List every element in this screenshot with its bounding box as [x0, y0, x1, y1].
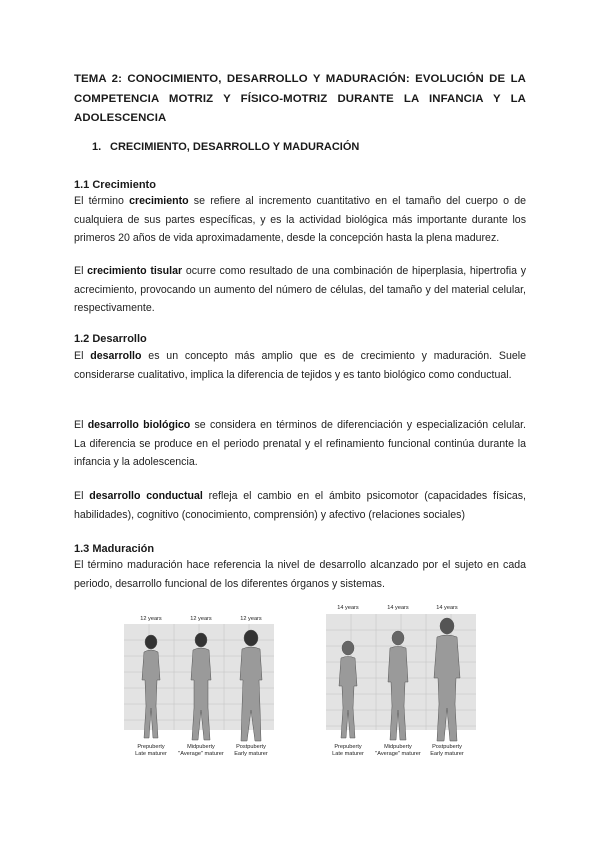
- girls-maturation-figure: [120, 610, 280, 758]
- girl-2-type: "Average" maturer: [178, 751, 224, 757]
- girl-3-stage: Postpuberty: [236, 744, 266, 750]
- paragraph-desarrollo-2: El desarrollo biológico se considera en términos de diferenciación y especialización celular. La diferencia se produce en el periodo prenatal y el refinamiento funcional continúa durante la infancia y la adolescencia.: [74, 419, 526, 468]
- term-desarrollo-biologico: desarrollo biológico: [87, 419, 191, 431]
- term-desarrollo: desarrollo: [90, 350, 142, 362]
- boy-1-age: 14 years: [337, 605, 359, 611]
- girl-1-stage: Prepuberty: [137, 744, 165, 750]
- boy-1-stage: Prepuberty: [334, 744, 362, 750]
- girl-1-type: Late maturer: [135, 751, 167, 757]
- section-heading-1: [92, 141, 359, 153]
- boy-2-stage: Midpuberty: [384, 744, 412, 750]
- subheading-desarrollo: 1.2 Desarrollo: [74, 333, 147, 345]
- section-title: CRECIMIENTO, DESARROLLO Y MADURACIÓN: [110, 141, 360, 153]
- subheading-crecimiento: 1.1 Crecimiento: [74, 179, 156, 191]
- girl-1-age: 12 years: [140, 616, 162, 622]
- boys-maturation-figure: [322, 600, 482, 758]
- girl-2-stage: Midpuberty: [187, 744, 215, 750]
- boy-3-age: 14 years: [436, 605, 458, 611]
- section-number: 1.: [92, 141, 102, 153]
- term-desarrollo-conductual: desarrollo conductual: [89, 490, 203, 502]
- term-crecimiento-tisular: crecimiento tisular: [87, 265, 183, 277]
- paragraph-desarrollo-3: El desarrollo conductual refleja el cambio en el ámbito psicomotor (capacidades físicas, habilidades), cognitivo (conocimiento, comprensión) y afectivo (relaciones sociales): [74, 490, 527, 521]
- boy-2-age: 14 years: [387, 605, 409, 611]
- boy-2-type: "Average" maturer: [375, 751, 421, 757]
- boy-1-type: Late maturer: [332, 751, 364, 757]
- paragraph-crecimiento-2: El crecimiento tisular ocurre como resultado de una combinación de hiperplasia, hipertrofia y acrecimiento, provocando un aumento del número de células, del tamaño y del material celular, respectivamente.: [74, 265, 527, 314]
- boy-3-stage: Postpuberty: [432, 744, 462, 750]
- term-crecimiento: crecimiento: [129, 195, 189, 207]
- page-title: TEMA 2: CONOCIMIENTO, DESARROLLO Y MADURACIÓN: EVOLUCIÓN DE LA COMPETENCIA MOTRIZ Y FÍSICO-MOTRIZ DURANTE LA INFANCIA Y LA ADOLESCENCIA: [74, 73, 526, 124]
- girl-3-type: Early maturer: [234, 751, 268, 757]
- paragraph-desarrollo-1: El desarrollo es un concepto más amplio que es de crecimiento y maduración. Suele considerarse cualitativo, implica la diferencia de tejidos y es tanto biológico como conductual.: [74, 350, 526, 381]
- paragraph-crecimiento-1: El término crecimiento se refiere al incremento cuantitativo en el tamaño del cuerpo o de cualquiera de sus partes específicas, y es la actividad biológica más importante durante los primeros 20 años de vida aproximadamente, desde la concepción hasta la plena madurez.: [74, 195, 526, 244]
- subheading-maduracion: 1.3 Maduración: [74, 543, 155, 555]
- girl-3-age: 12 years: [240, 616, 262, 622]
- paragraph-maduracion: El término maduración hace referencia la nivel de desarrollo alcanzado por el sujeto en cada periodo, desarrollo funcional de los diferentes órganos y sistemas.: [74, 559, 526, 590]
- girl-2-age: 12 years: [190, 616, 212, 622]
- boy-3-type: Early maturer: [430, 751, 464, 757]
